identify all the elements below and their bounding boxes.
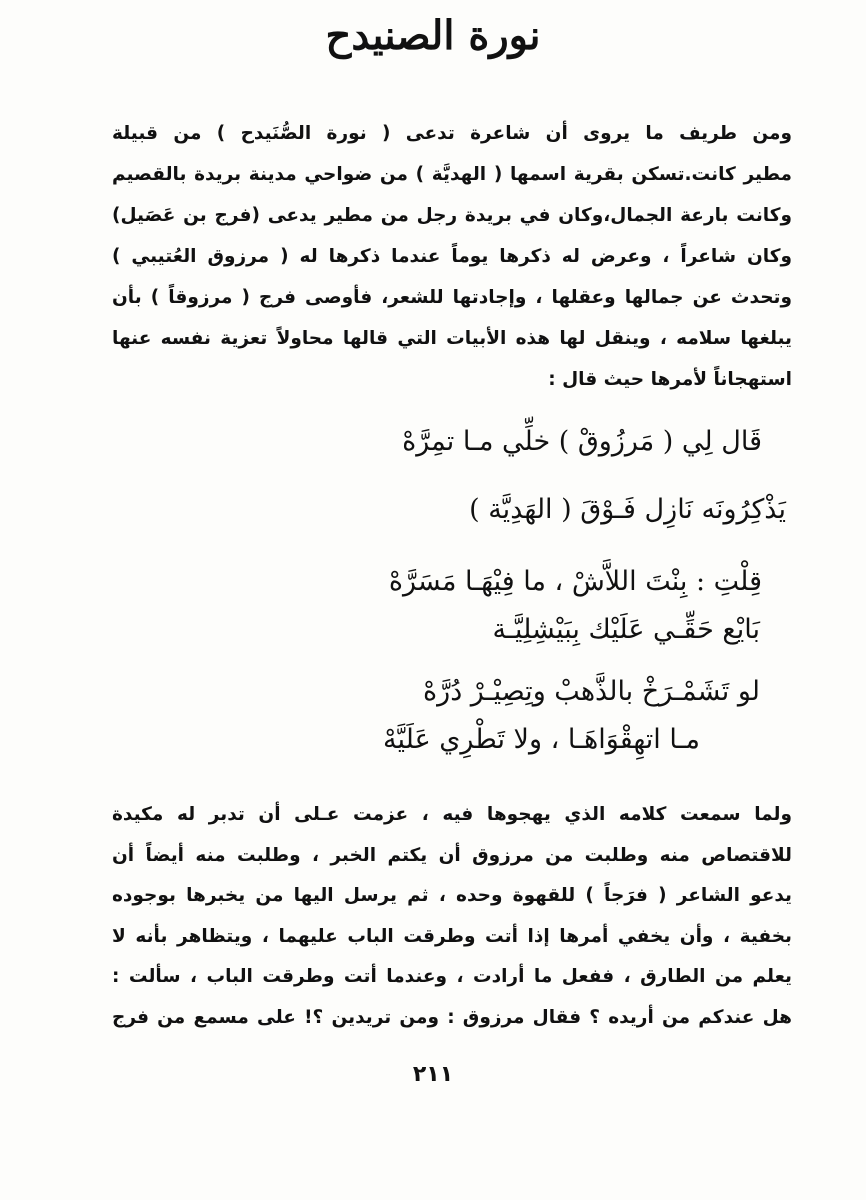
paragraph-2 (112, 795, 792, 1038)
page-number: ٢١١ (412, 1062, 454, 1087)
paragraph-1 (112, 113, 792, 400)
paragraph-line: وكان شاعراً ، وعرض له ذكرها يوماً عندما ذكرها له ( مرزوق العُتيبي ) (112, 246, 792, 267)
poem-verse: يَذْكِرُونَه نَازِل فَـوْقَ ( الهَدِيَّة ) (469, 494, 786, 525)
poem-verse: مـا اتهِقْوَاهَـا ، ولا تَطْرِي عَلَيَّهْ (383, 724, 700, 755)
paragraph-line: استهجاناً لأمرها حيث قال : (548, 369, 792, 390)
poem-verse: لو تَشَمْـرَخْ بالذَّهبْ وتِصِيْـرْ دُرَّهْ (423, 676, 760, 707)
paragraph-line: للاقتصاص منه وطلبت من مرزوق أن يكتم الخبر ، وطلبت منه أيضاً أن (112, 844, 792, 866)
page-title: نورة الصنيدح (325, 12, 541, 59)
paragraph-line: وتحدث عن جمالها وعقلها ، وإجادتها للشعر، فأوصى فرج ( مرزوقاً ) بأن (112, 287, 792, 308)
paragraph-line: يعلم من الطارق ، ففعل ما أرادت ، وعندما أتت وطرقت الباب ، سألت : (112, 966, 792, 987)
paragraph-line: بخفية ، وأن يخفي أمرها إذا أتت وطرقت الباب عليهما ، ويتظاهر بأنه لا (112, 925, 792, 947)
poem-verse: بَايْع حَقِّـي عَلَيْك بِبَيْشِلِيَّـة (492, 614, 760, 645)
paragraph-line: هل عندكم من أريده ؟ فقال مرزوق : ومن تريدين ؟! على مسمع من فرج (112, 1006, 792, 1028)
paragraph-line: ومن طريف ما يروى أن شاعرة تدعى ( نورة الصُّنَيدح ) من قبيلة (112, 123, 792, 144)
paragraph-line: ولما سمعت كلامه الذي يهجوها فيه ، عزمت عـلى أن تدبر له مكيدة (112, 804, 792, 825)
paragraph-line: مطير كانت.تسكن بقرية اسمها ( الهديَّة ) من ضواحي مدينة بريدة بالقصيم (112, 164, 792, 185)
poem-verse: قَال لِي ( مَرزُوقْ ) خلِّي مـا تمِرَّهْ (402, 426, 762, 457)
paragraph-line: وكانت بارعة الجمال،وكان في بريدة رجل من مطير يدعى (فرج بن عَصَيل) (112, 205, 792, 226)
poem-verse: قِلْتِ : بِنْتَ اللاَّشْ ، ما فِيْهَـا مَسَرَّهْ (388, 566, 762, 597)
paragraph-line: يدعو الشاعر ( فرَجاً ) للقهوة وحده ، ثم يرسل اليها من يخبرها بوجوده (112, 885, 792, 906)
paragraph-line: يبلغها سلامه ، وينقل لها هذه الأبيات التي قالها محاولاً تعزية نفسه عنها (112, 328, 792, 349)
